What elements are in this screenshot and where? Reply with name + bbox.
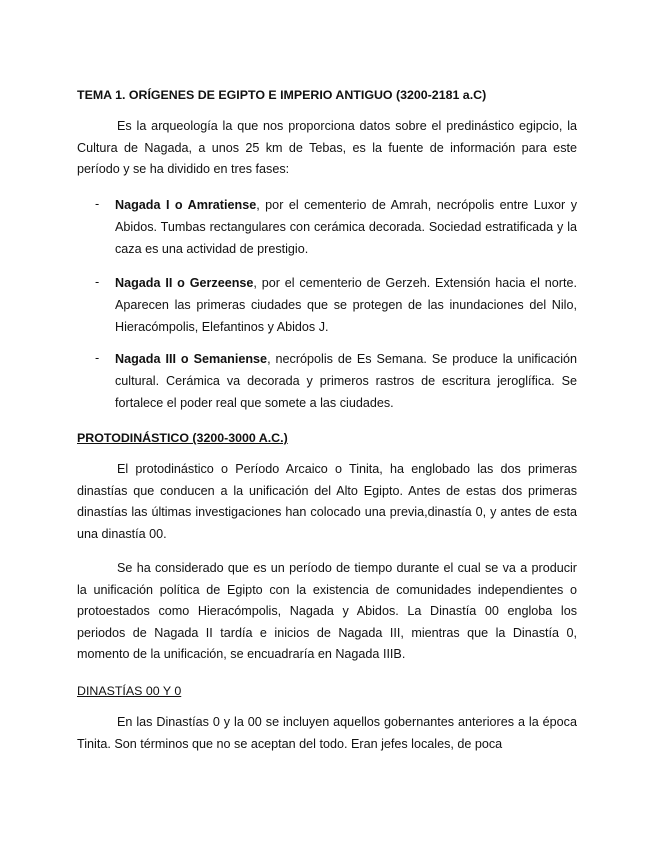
section-heading-protodinastico: PROTODINÁSTICO (3200-3000 A.C.) <box>77 431 288 445</box>
phase-bullet: - <box>95 275 100 289</box>
intro-paragraph <box>77 116 577 181</box>
protodinastico-paragraph-2 <box>77 558 577 666</box>
phase-name: Nagada I o Amratiense <box>115 198 257 212</box>
phase-description: , necrópolis de Es Semana. Se produce la unificación cultural. Cerámica va decorada y primeros rastros de escritura jeroglífica. Se fortalece el poder real que somete a las ciudades. <box>115 352 577 411</box>
paragraph-text: En las Dinastías 0 y la 00 se incluyen aquellos gobernantes anteriores a la época Tinita. Son términos que no se aceptan del todo. Eran jefes locales, de poca <box>77 715 577 751</box>
dinastias-paragraph-1 <box>77 712 577 755</box>
phase-bullet: - <box>95 351 100 365</box>
phase-item-2 <box>77 272 577 339</box>
section-heading-dinastias: DINASTÍAS 00 Y 0 <box>77 684 182 698</box>
phase-item-3 <box>77 348 577 415</box>
phase-name: Nagada II o Gerzeense <box>115 276 254 290</box>
phase-name: Nagada III o Semaniense <box>115 352 268 366</box>
phase-bullet: - <box>95 197 100 211</box>
phase-description: , por el cementerio de Amrah, necrópolis entre Luxor y Abidos. Tumbas rectangulares con cerámica decorada. Sociedad estratificada y la caza es una actividad de prestigio. <box>115 198 578 257</box>
document-title: TEMA 1. ORÍGENES DE EGIPTO E IMPERIO ANTIGUO (3200-2181 a.C) <box>77 88 487 102</box>
paragraph-text: El protodinástico o Período Arcaico o Tinita, ha englobado las dos primeras dinastías que conducen a la unificación del Alto Egipto. Antes de estas dos primeras dinastías las últimas investigaciones han colocado una previa,dinastía 0, y antes de esta una dinastía 00. <box>77 462 577 541</box>
protodinastico-paragraph-1 <box>77 459 577 545</box>
phase-description: , por el cementerio de Gerzeh. Extensión hacia el norte. Aparecen las primeras ciudades que se protegen de las inundaciones del Nilo, Hieracómpolis, Elefantinos y Abidos J. <box>115 276 577 335</box>
intro-text: Es la arqueología la que nos proporciona datos sobre el predinástico egipcio, la Cultura de Nagada, a unos 25 km de Tebas, es la fuente de información para este período y se ha dividido en tres fases: <box>77 119 577 177</box>
phase-item-1 <box>77 194 577 261</box>
paragraph-text: Se ha considerado que es un período de tiempo durante el cual se va a producir la unificación política de Egipto con la existencia de comunidades independientes o protoestados como Hieracómpolis, Nagada y Abidos. La Dinastía 00 engloba los periodos de Nagada II tardía e inicios de Nagada III, mientras que la Dinastía 0, momento de la unificación, se encuadraría en Nagada IIIB. <box>77 561 577 662</box>
